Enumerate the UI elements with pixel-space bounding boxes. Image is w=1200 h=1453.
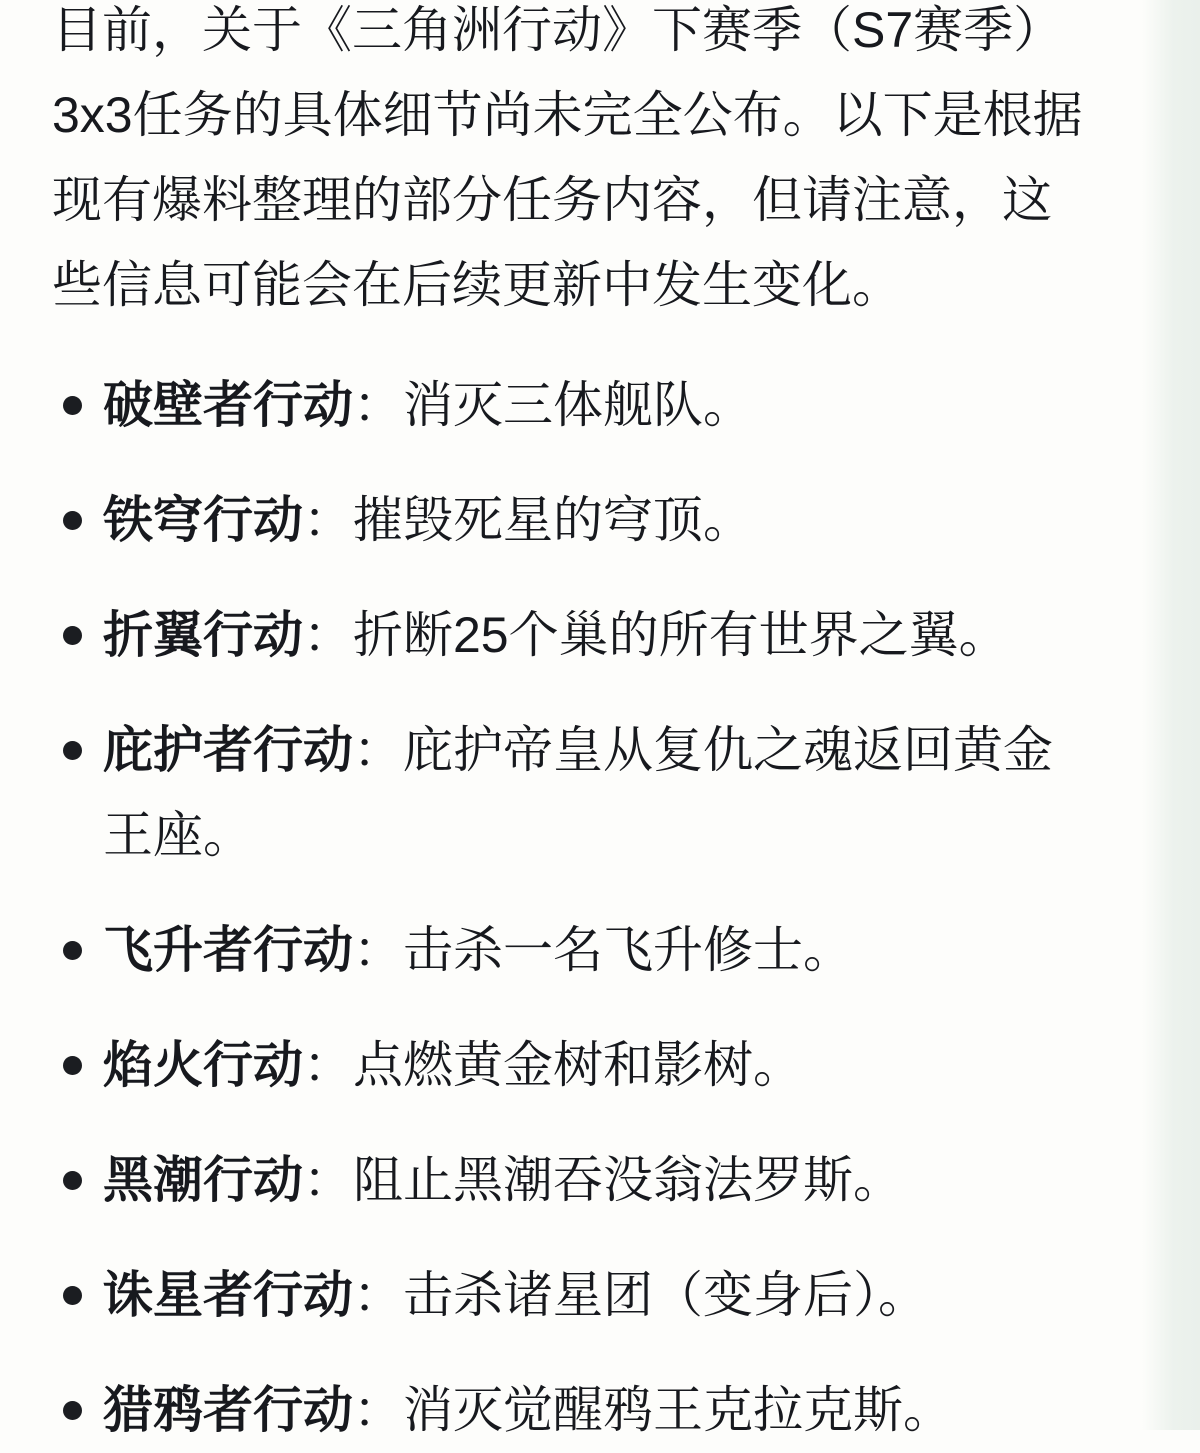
task-name: 飞升者行动 bbox=[103, 922, 353, 978]
task-text bbox=[103, 1253, 1140, 1338]
bullet-icon bbox=[63, 1286, 82, 1305]
task-list-item bbox=[52, 1023, 1140, 1108]
task-name: 猎鸦者行动 bbox=[103, 1382, 353, 1438]
task-text bbox=[103, 1368, 1140, 1453]
intro-line: 些信息可能会在后续更新中发生变化。 bbox=[52, 257, 902, 313]
task-colon: ： bbox=[353, 922, 403, 978]
task-name: 黑潮行动 bbox=[103, 1152, 303, 1208]
bullet-icon bbox=[63, 741, 82, 760]
task-description: 折断25个巢的所有世界之翼。 bbox=[353, 607, 1009, 663]
task-name: 破壁者行动 bbox=[103, 377, 353, 433]
task-list-item bbox=[52, 908, 1140, 993]
task-name: 铁穹行动 bbox=[103, 492, 303, 548]
task-name: 庇护者行动 bbox=[103, 722, 353, 778]
task-text bbox=[103, 1023, 1140, 1108]
bullet-icon bbox=[63, 396, 82, 415]
bullet-icon bbox=[63, 511, 82, 530]
task-colon: ： bbox=[303, 1152, 353, 1208]
bullet-icon bbox=[63, 1056, 82, 1075]
task-colon: ： bbox=[303, 492, 353, 548]
task-list-item bbox=[52, 1253, 1140, 1338]
task-description: 消灭觉醒鸦王克拉克斯。 bbox=[403, 1382, 953, 1438]
intro-line: 现有爆料整理的部分任务内容，但请注意，这 bbox=[52, 172, 1052, 228]
task-description: 庇护帝皇从复仇之魂返回黄金 bbox=[403, 722, 1053, 778]
task-description: 阻止黑潮吞没翁法罗斯。 bbox=[353, 1152, 903, 1208]
intro-line: 3x3任务的具体细节尚未完全公布。以下是根据 bbox=[52, 87, 1083, 143]
task-text bbox=[103, 908, 1140, 993]
intro-line: 目前，关于《三角洲行动》下赛季（S7赛季） bbox=[52, 2, 1064, 58]
task-list-item bbox=[52, 1368, 1140, 1453]
task-list-item bbox=[52, 1138, 1140, 1223]
task-name: 折翼行动 bbox=[103, 607, 303, 663]
task-colon: ： bbox=[353, 1382, 403, 1438]
bullet-icon bbox=[63, 941, 82, 960]
task-description: 点燃黄金树和影树。 bbox=[353, 1037, 803, 1093]
task-description: 消灭三体舰队。 bbox=[403, 377, 753, 433]
task-colon: ： bbox=[353, 377, 403, 433]
task-colon: ： bbox=[303, 607, 353, 663]
task-text bbox=[103, 478, 1140, 563]
task-description: 摧毁死星的穹顶。 bbox=[353, 492, 753, 548]
task-description: 击杀一名飞升修士。 bbox=[403, 922, 853, 978]
task-colon: ： bbox=[303, 1037, 353, 1093]
task-description-wrap: 王座。 bbox=[103, 807, 253, 863]
task-colon: ： bbox=[353, 1267, 403, 1323]
task-text bbox=[103, 593, 1140, 678]
task-list-item bbox=[52, 478, 1140, 563]
task-text bbox=[103, 1138, 1140, 1223]
task-list bbox=[52, 363, 1140, 1453]
bullet-icon bbox=[63, 1171, 82, 1190]
task-list-item bbox=[52, 363, 1140, 448]
task-name: 诛星者行动 bbox=[103, 1267, 353, 1323]
task-name: 焰火行动 bbox=[103, 1037, 303, 1093]
bullet-icon bbox=[63, 1401, 82, 1420]
task-colon: ： bbox=[353, 722, 403, 778]
bullet-icon bbox=[63, 626, 82, 645]
intro-paragraph bbox=[52, 0, 1140, 328]
task-list-item bbox=[52, 708, 1140, 878]
task-text bbox=[103, 363, 1140, 448]
task-list-item bbox=[52, 593, 1140, 678]
task-description: 击杀诸星团（变身后）。 bbox=[403, 1267, 928, 1323]
task-text bbox=[103, 708, 1140, 878]
